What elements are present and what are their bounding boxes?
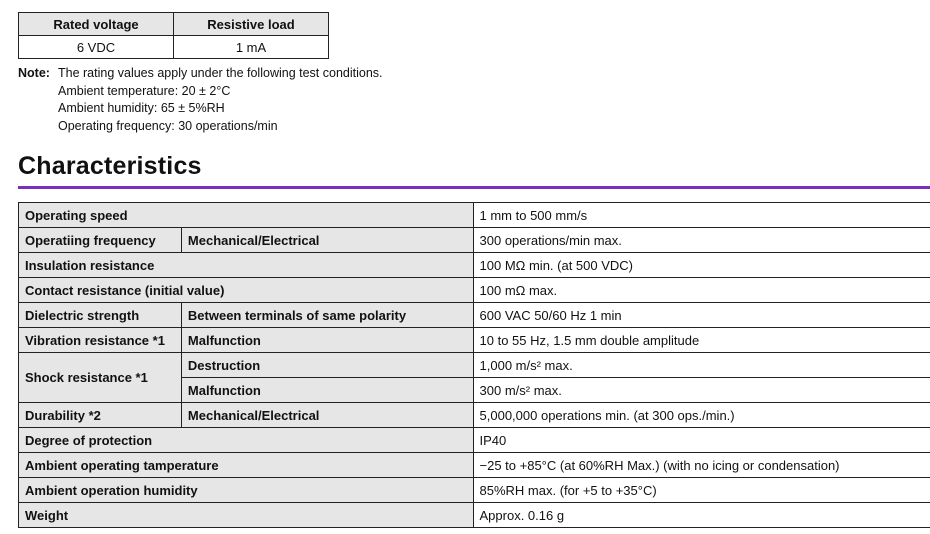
spec-value: 100 MΩ min. (at 500 VDC): [473, 253, 930, 278]
rated-voltage-value: 6 VDC: [19, 36, 174, 59]
note-intro: The rating values apply under the following test conditions.: [58, 66, 383, 80]
spec-value: Approx. 0.16 g: [473, 503, 930, 528]
table-row: [19, 428, 930, 453]
spec-sublabel: Mechanical/Electrical: [181, 228, 473, 253]
spec-value: 85%RH max. (for +5 to +35°C): [473, 478, 930, 503]
spec-label: Ambient operating tamperature: [19, 453, 474, 478]
table-row: [19, 478, 930, 503]
spec-sublabel: Between terminals of same polarity: [181, 303, 473, 328]
spec-label: Weight: [19, 503, 474, 528]
note-condition: Ambient temperature: 20 ± 2°C: [58, 83, 231, 98]
spec-value: −25 to +85°C (at 60%RH Max.) (with no icing or condensation): [473, 453, 930, 478]
section-divider: [18, 186, 930, 189]
spec-label: Operating speed: [19, 203, 474, 228]
spec-value: 5,000,000 operations min. (at 300 ops./min.): [473, 403, 930, 428]
section-title: Characteristics: [18, 152, 202, 180]
spec-label: Dielectric strength: [19, 303, 182, 328]
table-row: [19, 453, 930, 478]
spec-label: Ambient operation humidity: [19, 478, 474, 503]
spec-label: Insulation resistance: [19, 253, 474, 278]
spec-value: 600 VAC 50/60 Hz 1 min: [473, 303, 930, 328]
spec-value: 300 operations/min max.: [473, 228, 930, 253]
note-label: Note:: [18, 66, 50, 80]
spec-label: Operatiing frequency: [19, 228, 182, 253]
note-condition: Operating frequency: 30 operations/min: [58, 118, 278, 133]
spec-value: 1 mm to 500 mm/s: [473, 203, 930, 228]
rated-voltage-header: Rated voltage: [19, 13, 174, 36]
table-row: [19, 303, 930, 328]
characteristics-table: [18, 202, 930, 528]
table-row: [19, 403, 930, 428]
spec-value: 300 m/s² max.: [473, 378, 930, 403]
spec-value: 100 mΩ max.: [473, 278, 930, 303]
table-row: [19, 203, 930, 228]
spec-label: Shock resistance *1: [19, 353, 182, 403]
table-row: [19, 503, 930, 528]
resistive-load-value: 1 mA: [174, 36, 329, 59]
spec-sublabel: Destruction: [181, 353, 473, 378]
spec-sublabel: Mechanical/Electrical: [181, 403, 473, 428]
table-row: [19, 353, 930, 378]
spec-label: Contact resistance (initial value): [19, 278, 474, 303]
spec-sublabel: Malfunction: [181, 328, 473, 353]
spec-value: 1,000 m/s² max.: [473, 353, 930, 378]
spec-label: Durability *2: [19, 403, 182, 428]
spec-label: Degree of protection: [19, 428, 474, 453]
spec-label: Vibration resistance *1: [19, 328, 182, 353]
spec-value: IP40: [473, 428, 930, 453]
resistive-load-header: Resistive load: [174, 13, 329, 36]
spec-value: 10 to 55 Hz, 1.5 mm double amplitude: [473, 328, 930, 353]
spec-sublabel: Malfunction: [181, 378, 473, 403]
table-row: [19, 328, 930, 353]
rating-note: [18, 65, 383, 135]
table-row: [19, 228, 930, 253]
table-row: [19, 253, 930, 278]
table-row: [19, 278, 930, 303]
note-condition: Ambient humidity: 65 ± 5%RH: [58, 101, 225, 115]
rating-table: [18, 12, 329, 59]
